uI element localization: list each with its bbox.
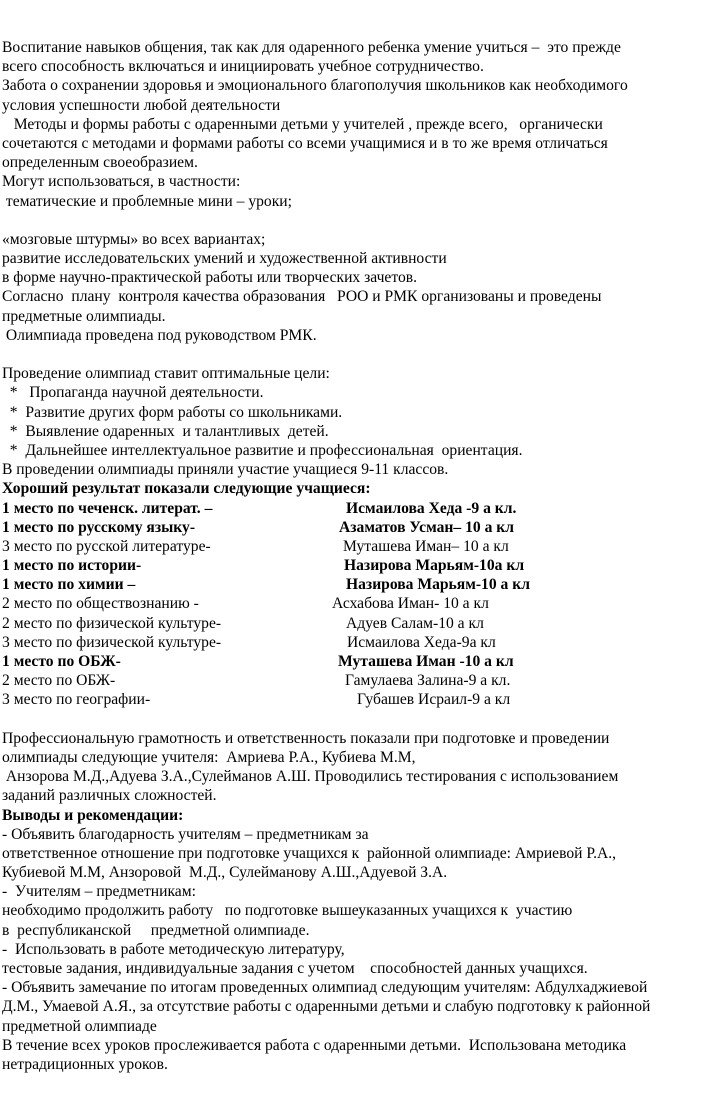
result-row [2,499,702,518]
result-place: 3 место по русской литературе- [2,537,211,555]
spacer [2,211,702,230]
text-line: В проведении олимпиады приняли участие учащиеся 9-11 классов. [2,461,449,479]
text-line: * Пропаганда научной деятельности. [2,384,264,402]
methods-list [2,230,702,345]
text-line: всего способность включаться и инициировать учебное сотрудничество. [2,58,484,76]
result-row [2,556,702,575]
text-line: в республиканской предметной олимпиаде. [2,921,310,939]
result-place: 2 место по обществознанию - [2,595,199,613]
text-line: * Развитие других форм работы со школьниками. [2,403,343,421]
text-line: - Использовать в работе методическую литературу, [2,940,345,958]
text-line: Воспитание навыков общения, так как для одаренного ребенка умение учиться – это прежде [2,39,621,56]
text-line: Проведение олимпиад ставит оптимальные цели: [2,365,330,383]
text-line: условия успешности любой деятельности [2,96,281,114]
result-row [2,575,702,594]
result-student: Адуев Салам-10 а кл [346,614,484,632]
text-line: тематические и проблемные мини – уроки; [2,192,292,210]
text-line: Олимпиада проведена под руководством РМК. [2,326,317,344]
document-body [2,38,702,1074]
result-place: 2 место по ОБЖ- [2,672,116,690]
text-line: предметные олимпиады. [2,307,166,325]
result-student: Назирова Марьям-10а кл [344,557,525,575]
result-place: 1 место по русскому языку- [2,518,196,536]
text-line: тестовые задания, индивидуальные задания с учетом способностей данных учащихся. [2,960,588,977]
text-line: - Учителям – предметникам: [2,883,196,901]
conclusions-heading: Выводы и рекомендации: [2,806,184,824]
result-row [2,537,702,556]
text-line: в форме научно-практической работы или творческих зачетов. [2,269,418,287]
text-line: Методы и формы работы с одаренными детьми у учителей , прежде всего, органически [2,115,603,133]
result-place: 1 место по истории- [2,557,142,575]
text-line: Анзорова М.Д.,Адуева З.А.,Сулейманов А.Ш. Проводились тестирования с использованием [2,768,619,786]
result-row [2,671,702,690]
text-line: В течение всех уроков прослеживается работа с одаренными детьми. Использована методика [2,1036,627,1054]
result-student: Гамулаева Залина-9 а кл. [345,672,511,690]
text-line: * Дальнейшее интеллектуальное развитие и профессиональная ориентация. [2,441,523,459]
result-row [2,518,702,537]
result-row [2,652,702,671]
result-place: 3 место по физической культуре- [2,633,222,651]
text-line: олимпиады следующие учителя: Амриева Р.А., Кубиева М.М, [2,748,416,766]
result-student: Муташева Иман -10 а кл [338,653,514,670]
result-place: 3 место по географии- [2,691,151,709]
text-line: сочетаются с методами и формами работы со всеми учащимися и в то же время отличаться [2,134,608,152]
text-line: ответственное отношение при подготовке учащихся к районной олимпиаде: Амриевой Р.А., [2,844,617,862]
result-student: Муташева Иман– 10 а кл [343,537,509,555]
text-line: - Объявить благодарность учителям – предметникам за [2,825,369,843]
spacer [2,345,702,364]
result-student: Губашев Исраил-9 а кл [357,691,511,709]
result-place: 1 место по чеченск. литерат. – [2,499,213,517]
result-row [2,594,702,613]
result-place: 1 место по ОБЖ- [2,653,121,670]
text-line: определенным своеобразием. [2,154,198,172]
result-student: Исмаилова Хеда -9 а кл. [346,499,517,517]
text-line: предметной олимпиаде [2,1017,157,1035]
result-place: 1 место по химии – [2,576,136,594]
results-heading: Хороший результат показали следующие учащиеся: [2,480,371,498]
text-line: Согласно плану контроля качества образования РОО и РМК организованы и проведены [2,288,602,306]
teachers-paragraph [2,729,702,806]
result-row [2,690,702,709]
text-line: заданий различных сложностей. [2,787,217,805]
result-row [2,633,702,652]
text-line: Кубиевой М.М, Анзоровой М.Д., Сулейманову А.Ш.,Адуевой З.А. [2,864,448,882]
result-row [2,614,702,633]
text-line: Д.М., Умаевой А.Я., за отсутствие работы с одаренными детьми и слабую подготовку к районной [2,998,651,1016]
result-student: Азаматов Усман– 10 а кл [339,518,515,536]
result-student: Асхабова Иман- 10 а кл [332,595,489,613]
result-student: Исмаилова Хеда-9а кл [347,633,496,651]
text-line: Профессиональную грамотность и ответственность показали при подготовке и проведении [2,729,610,747]
text-line: «мозговые штурмы» во всех вариантах; [2,230,266,248]
olympiad-goals [2,364,702,479]
text-line: Забота о сохранении здоровья и эмоционального благополучия школьников как необходимого [2,77,628,95]
text-line: - Объявить замечание по итогам проведенных олимпиад следующим учителям: Абдулхаджиевой [2,979,648,997]
conclusions-list [2,825,702,1074]
text-line: * Выявление одаренных и талантливых детей. [2,422,329,440]
text-line: нетрадиционных уроков. [2,1055,168,1073]
result-student: Назирова Марьям-10 а кл [346,576,530,594]
result-place: 2 место по физической культуре- [2,614,222,632]
text-line: необходимо продолжить работу по подготовке вышеуказанных учащихся к участию [2,902,573,920]
spacer [2,710,702,729]
text-line: развитие исследовательских умений и художественной активности [2,250,447,268]
intro-paragraphs [2,38,702,211]
text-line: Могут использоваться, в частности: [2,173,241,191]
results-list [2,499,702,710]
